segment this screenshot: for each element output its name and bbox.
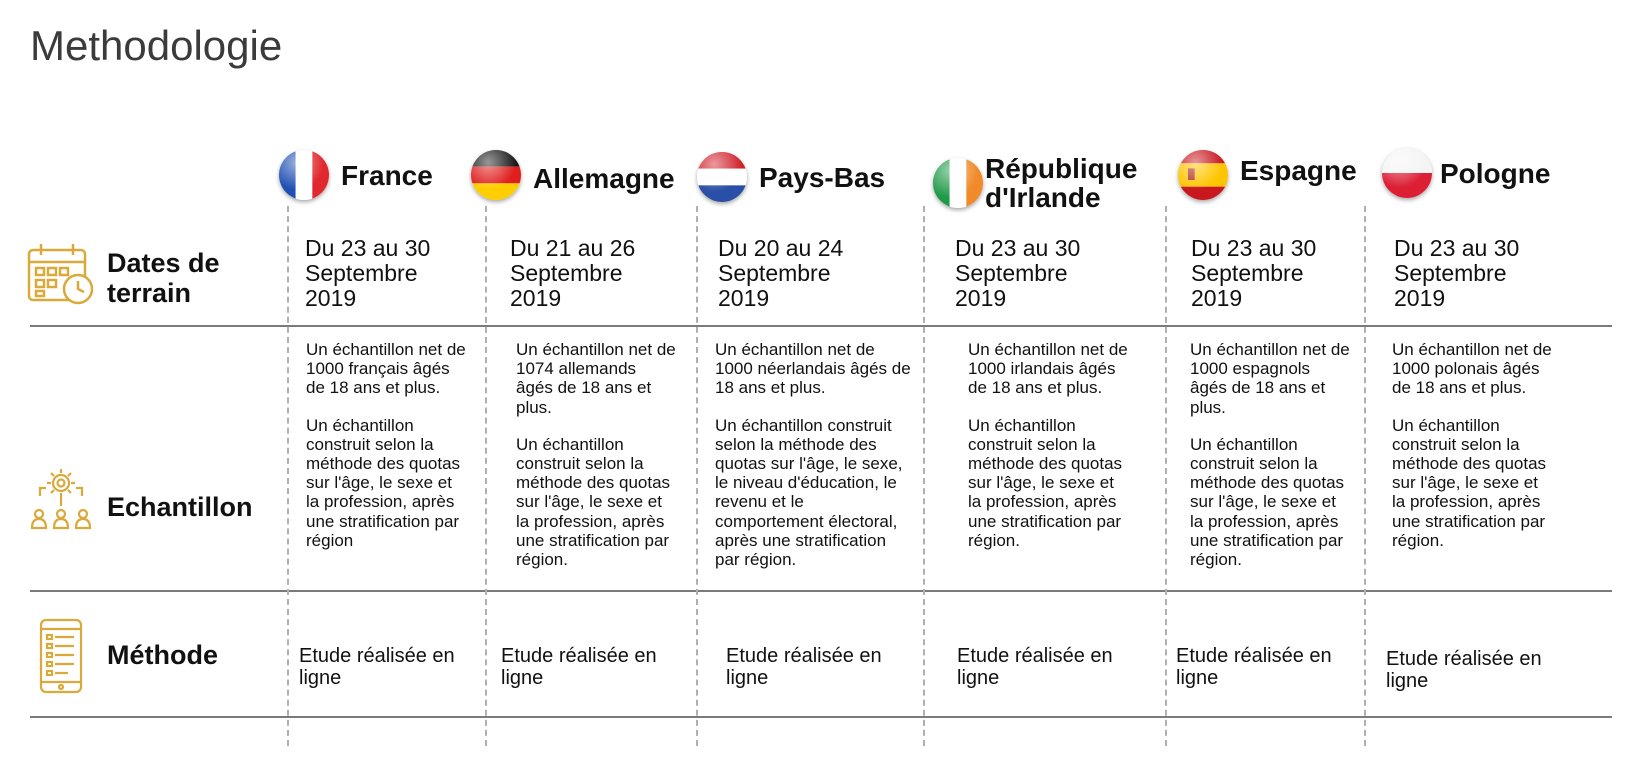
dates-allemagne: Du 21 au 26 Septembre 2019 [510, 235, 636, 311]
method-pologne: Etude réalisée en ligne [1386, 648, 1542, 692]
sample-paragraph: Un échantillon net de 1000 polonais âgés de 18 ans et plus. [1392, 340, 1552, 398]
row-label-dates: Dates de terrain [107, 248, 220, 308]
divider-dates [30, 325, 1612, 327]
flag-france-icon [279, 150, 329, 200]
dates-pays-bas: Du 20 au 24 Septembre 2019 [718, 235, 844, 311]
method-irlande: Etude réalisée en ligne [957, 645, 1113, 689]
gear-people-icon [28, 466, 94, 537]
flag-poland-icon [1382, 148, 1432, 198]
sample-paragraph: Un échantillon net de 1000 français âgés de 18 ans et plus. [306, 340, 466, 398]
row-label-method: Méthode [107, 640, 218, 670]
column-separator [1364, 206, 1366, 746]
country-header-pologne [1382, 148, 1550, 198]
flag-spain-icon [1178, 150, 1228, 200]
mobile-form-icon [38, 618, 84, 699]
dates-france: Du 23 au 30 Septembre 2019 [305, 235, 431, 311]
flag-germany-icon [471, 150, 521, 200]
method-espagne: Etude réalisée en ligne [1176, 645, 1332, 689]
column-separator [485, 206, 487, 746]
sample-paragraph: Un échantillon construit selon la méthode des quotas sur l'âge, le sexe et la profession, après une stratification par région. [1392, 415, 1547, 550]
country-name: Allemagne [533, 162, 675, 194]
country-header-irlande [933, 154, 1145, 212]
column-separator [696, 206, 698, 746]
sample-paragraph: Un échantillon net de 1000 espagnols âgés de 18 ans et plus. [1190, 340, 1350, 417]
dates-espagne: Du 23 au 30 Septembre 2019 [1191, 235, 1317, 311]
country-header-pays-bas [697, 152, 885, 202]
sample-espagne [1190, 340, 1350, 587]
country-name: République d'Irlande [985, 153, 1138, 213]
flag-netherlands-icon [697, 152, 747, 202]
dates-pologne: Du 23 au 30 Septembre 2019 [1394, 235, 1520, 311]
page-title: Methodologie [30, 22, 283, 69]
method-allemagne: Etude réalisée en ligne [501, 645, 657, 689]
country-name: France [341, 159, 433, 191]
column-separator [287, 206, 289, 746]
flag-ireland-icon [933, 158, 983, 208]
sample-paragraph: Un échantillon net de 1000 irlandais âgés de 18 ans et plus. [968, 340, 1128, 398]
country-header-espagne [1178, 150, 1357, 200]
sample-pologne [1392, 340, 1552, 568]
dates-irlande: Du 23 au 30 Septembre 2019 [955, 235, 1081, 311]
divider-sample [30, 590, 1612, 592]
sample-paragraph: Un échantillon construit selon la méthode des quotas sur l'âge, le sexe et la profession, après une stratification par région [306, 415, 461, 550]
method-pays-bas: Etude réalisée en ligne [726, 645, 882, 689]
row-label-sample: Echantillon [107, 492, 253, 522]
calendar-clock-icon [26, 242, 96, 313]
sample-irlande [968, 340, 1128, 568]
sample-paragraph: Un échantillon net de 1074 allemands âgés de 18 ans et plus. [516, 340, 676, 417]
divider-method [30, 716, 1612, 718]
sample-france [306, 340, 466, 568]
country-name: Pays-Bas [759, 161, 886, 193]
country-name: Espagne [1240, 154, 1357, 186]
sample-paragraph: Un échantillon construit selon la méthode des quotas sur l'âge, le sexe et la profession, après une stratification par région. [1190, 434, 1345, 570]
sample-paragraph: Un échantillon construit selon la méthode des quotas sur l'âge, le sexe et la profession, après une stratification par région. [516, 434, 671, 570]
country-name: Pologne [1440, 157, 1551, 189]
country-header-allemagne [471, 150, 675, 200]
column-separator [923, 206, 925, 746]
sample-allemagne [516, 340, 676, 587]
method-france: Etude réalisée en ligne [299, 645, 455, 689]
sample-paragraph: Un échantillon net de 1000 néerlandais âgés de 18 ans et plus. [715, 340, 911, 398]
country-header-france [279, 150, 433, 200]
sample-pays-bas [715, 340, 911, 587]
sample-paragraph: Un échantillon construit selon la méthode des quotas sur l'âge, le sexe, le niveau d'éducation, le revenu et le comportement électoral, après une stratification par région. [715, 415, 903, 570]
column-separator [1165, 206, 1167, 746]
sample-paragraph: Un échantillon construit selon la méthode des quotas sur l'âge, le sexe et la profession, après une stratification par région. [968, 415, 1123, 550]
